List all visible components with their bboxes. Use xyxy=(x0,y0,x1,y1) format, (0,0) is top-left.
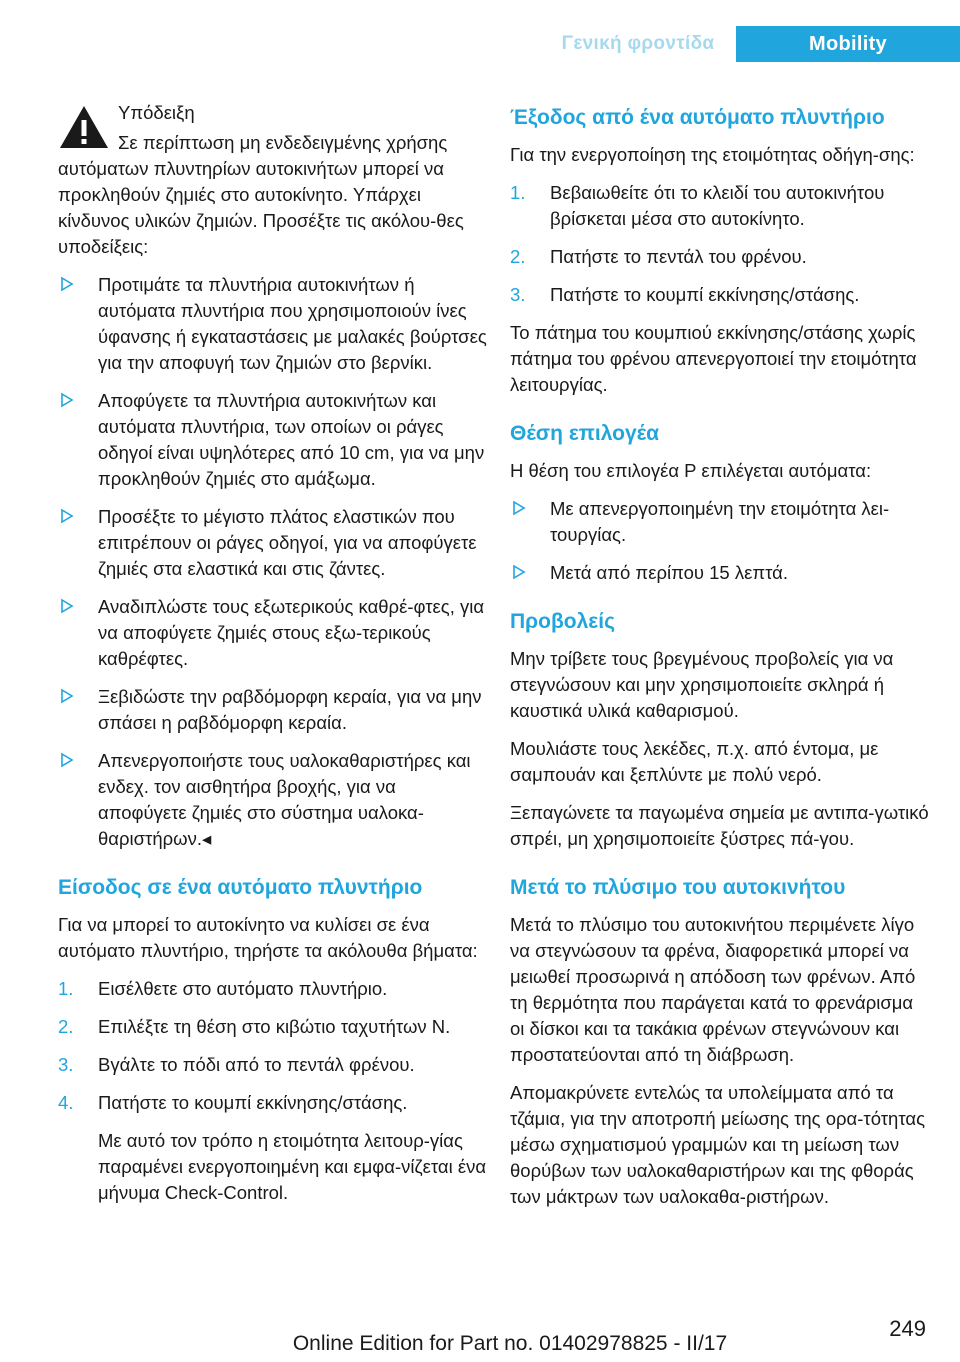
section-title: Γενική φροντίδα xyxy=(561,33,715,54)
headlights-paragraph: Μουλιάστε τους λεκέδες, π.χ. από έντομα, με σαμπουάν και ξεπλύντε με πολύ νερό. xyxy=(510,738,879,785)
triangle-bullet-icon xyxy=(60,508,74,524)
exit-steps xyxy=(510,180,930,308)
triangle-bullet-icon xyxy=(512,564,526,580)
footer-edition: Online Edition for Part no. 01402978825 - II/17 xyxy=(292,1332,728,1355)
section-heading-exit: Έξοδος από ένα αυτόματο πλυντήριο xyxy=(510,106,885,129)
list-item: Αναδιπλώστε τους εξωτερικούς καθρέ-φτες, για να αποφύγετε ζημιές στους εξω-τερικούς καθρέφτες. xyxy=(58,594,488,672)
headlights-paragraph: Μην τρίβετε τους βρεγμένους προβολείς για να στεγνώσουν και μην χρησιμοποιείτε σκληρά ή καυστικά υλικά καθαρισμού. xyxy=(510,648,894,721)
step-item: 1. Βεβαιωθείτε ότι το κλειδί του αυτοκινήτου βρίσκεται μέσα στο αυτοκίνητο. xyxy=(510,182,885,229)
triangle-bullet-icon xyxy=(512,500,526,516)
headlights-paragraph: Ξεπαγώνετε τα παγωμένα σημεία με αντιπα-γωτικό σπρέι, μη χρησιμοποιείτε ξύστρες πά-γου. xyxy=(510,802,929,849)
list-item: Αποφύγετε τα πλυντήρια αυτοκινήτων και αυτόματα πλυντήρια, των οποίων οι ράγες οδηγοί είναι υψηλότερες από 10 cm, για να μην προκληθούν ζημιές στο αμάξωμα. xyxy=(58,388,488,492)
triangle-bullet-icon xyxy=(60,598,74,614)
page-number: 249 xyxy=(889,1316,926,1341)
step-item: 2. Επιλέξτε τη θέση στο κιβώτιο ταχυτήτων N. xyxy=(58,1016,451,1037)
step-item: 4. Πατήστε το κουμπί εκκίνησης/στάσης. xyxy=(58,1092,408,1113)
list-item: Απενεργοποιήστε τους υαλοκαθαριστήρες και ενδεχ. τον αισθητήρα βροχής, για να αποφύγετε ζημιές στο σύστημα υαλοκα-θαριστήρων.◂ xyxy=(58,748,488,852)
section-heading-headlights: Προβολείς xyxy=(510,610,616,633)
triangle-bullet-icon xyxy=(60,688,74,704)
chapter-tab-mobility: Mobility xyxy=(736,26,960,62)
page-header xyxy=(540,26,960,62)
exit-note: Το πάτημα του κουμπιού εκκίνησης/στάσης χωρίς πάτημα του φρένου απενεργοποιεί την ετοιμότητα λειτουργίας. xyxy=(510,322,917,395)
warning-body: Σε περίπτωση μη ενδεδειγμένης χρήσης αυτόματων πλυντηρίων αυτοκινήτων μπορεί να προκληθούν ζημιές στο αυτοκίνητο. Υπάρχει κίνδυνος υλικών ζημιών. Προσέξτε τις ακόλου-θες υποδείξεις: xyxy=(58,132,464,257)
step-item: 2. Πατήστε το πεντάλ του φρένου. xyxy=(510,246,807,267)
exit-intro: Για την ενεργοποίηση της ετοιμότητας οδήγη-σης: xyxy=(510,144,915,165)
list-item: Προσέξτε το μέγιστο πλάτος ελαστικών που επιτρέπουν οι ράγες οδηγοί, για να αποφύγετε ζημιές στα ελαστικά και στις ζάντες. xyxy=(58,504,488,582)
warning-list xyxy=(58,272,488,852)
left-column xyxy=(58,100,488,1218)
entry-intro: Για να μπορεί το αυτοκίνητο να κυλίσει σε ένα αυτόματο πλυντήριο, τηρήστε τα ακόλουθα βήματα: xyxy=(58,914,478,961)
triangle-bullet-icon xyxy=(60,752,74,768)
entry-note: Με αυτό τον τρόπο η ετοιμότητα λειτουρ-γίας παραμένει ενεργοποιημένη και εμφα-νίζεται ένα μήνυμα Check-Control. xyxy=(98,1130,487,1203)
list-item: Μετά από περίπου 15 λεπτά. xyxy=(510,560,930,586)
triangle-bullet-icon xyxy=(60,276,74,292)
triangle-bullet-icon xyxy=(60,392,74,408)
entry-steps xyxy=(58,976,488,1116)
after-wash-paragraph: Μετά το πλύσιμο του αυτοκινήτου περιμένετε λίγο να στεγνώσουν τα φρένα, διαφορετικά μπορεί να μειωθεί προσωρινά η απόδοση των φρένων. Από τη θερμότητα που παράγεται κατά το φρενάρισμα οι δίσκοι και τα τακάκια φρένων στεγνώνουν και προστατεύονται από τη διάβρωση. xyxy=(510,914,916,1065)
step-item: 1. Εισέλθετε στο αυτόματο πλυντήριο. xyxy=(58,978,388,999)
warning-title: Υπόδειξη xyxy=(118,102,195,123)
list-item: Ξεβιδώστε την ραβδόμορφη κεραία, για να μην σπάσει η ραβδόμορφη κεραία. xyxy=(58,684,488,736)
warning-triangle-icon xyxy=(58,104,110,150)
warning-box xyxy=(58,100,488,852)
selector-list xyxy=(510,496,930,586)
list-item: Προτιμάτε τα πλυντήρια αυτοκινήτων ή αυτόματα πλυντήρια που χρησιμοποιούν ίνες ύφανσης ή εγκαταστάσεις με μαλακές βούρτσες για την αποφυγή των ζημιών στο βερνίκι. xyxy=(58,272,488,376)
section-heading-selector: Θέση επιλογέα xyxy=(510,422,660,445)
step-item: 3. Βγάλτε το πόδι από το πεντάλ φρένου. xyxy=(58,1054,415,1075)
list-item: Με απενεργοποιημένη την ετοιμότητα λει-τουργίας. xyxy=(510,496,930,548)
right-column xyxy=(510,100,930,1222)
section-heading-entry: Είσοδος σε ένα αυτόματο πλυντήριο xyxy=(58,876,423,899)
selector-intro: Η θέση του επιλογέα P επιλέγεται αυτόματα: xyxy=(510,460,872,481)
section-heading-after-wash: Μετά το πλύσιμο του αυτοκινήτου xyxy=(510,876,846,899)
after-wash-paragraph: Απομακρύνετε εντελώς τα υπολείμματα από τα τζάμια, για την αποτροπή μείωσης της ορα-τότητας μέσω σχηματισμού γραμμών και τη μείωση των θορύβων των υαλοκαθαριστήρων και της φθοράς των μάκτρων των υαλοκαθα-ριστήρων. xyxy=(510,1082,925,1207)
step-item: 3. Πατήστε το κουμπί εκκίνησης/στάσης. xyxy=(510,284,860,305)
